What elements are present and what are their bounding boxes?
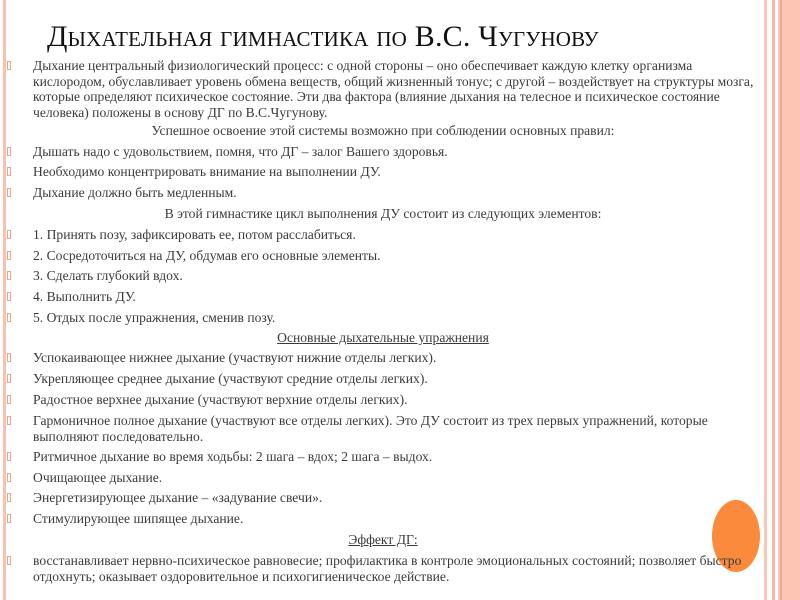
bullet-icon: [7, 271, 11, 280]
bullet-icon: [7, 188, 11, 197]
bullet-text: восстанавливает нервно-психическое равновесие; профилактика в контроле эмоциональных состояний; позволяет быстро отдохнуть; оказывает оздоровительное и психогигиеническое действие.: [33, 553, 742, 584]
bullet-icon: [7, 147, 11, 156]
bullet-text: Укрепляющее среднее дыхание (участвуют средние отделы легких).: [33, 371, 428, 386]
bullet-icon: [7, 353, 11, 362]
bullet-icon: [7, 251, 11, 260]
bullet-icon: [7, 473, 11, 482]
bullet-icon: [7, 452, 11, 461]
bullet-text: Необходимо концентрировать внимание на выполнении ДУ.: [33, 164, 381, 179]
bullet-icon: [7, 416, 11, 425]
bullet-text: 2. Сосредоточиться на ДУ, обдумав его основные элементы.: [33, 248, 381, 263]
bullet-text: Дыхание должно быть медленным.: [33, 185, 237, 200]
bullet-text: Гармоничное полное дыхание (участвуют все отделы легких). Это ДУ состоит из трех первых упражнений, которые выполняют последовательно.: [33, 413, 708, 444]
bullet-icon: [7, 61, 11, 70]
right-border-line: [780, 0, 782, 600]
section-heading: Эффект ДГ:: [348, 532, 418, 547]
bullet-text: Ритмичное дыхание во время ходьбы: 2 шага – вдох; 2 шага – выдох.: [33, 449, 433, 464]
slide-title: Дыхательная гимнастика по В.С. Чугунову: [47, 20, 599, 53]
section-heading: Успешное освоение этой системы возможно при соблюдении основных правил:: [151, 123, 615, 138]
bullet-text: Стимулирующее шипящее дыхание.: [33, 511, 244, 526]
bullet-text: Очищающее дыхание.: [33, 470, 163, 485]
bullet-text: 1. Принять позу, зафиксировать ее, потом расслабиться.: [33, 227, 356, 242]
bullet-text: Радостное верхнее дыхание (участвуют верхние отделы легких).: [33, 392, 408, 407]
bullet-icon: [7, 313, 11, 322]
bullet-text: 3. Сделать глубокий вдох.: [33, 268, 183, 283]
section-heading: В этой гимнастике цикл выполнения ДУ состоит из следующих элементов:: [164, 206, 602, 221]
bullet-text: 5. Отдых после упражнения, сменив позу.: [33, 310, 276, 325]
right-border-line: [772, 0, 775, 600]
left-border-line: [3, 0, 6, 600]
bullet-icon: [7, 556, 11, 565]
right-border-line: [764, 0, 767, 600]
bullet-icon: [7, 395, 11, 404]
bullet-icon: [7, 167, 11, 176]
bullet-text: Успокаивающее нижнее дыхание (участвуют нижние отделы легких).: [33, 350, 437, 365]
bullet-text: Дыхание центральный физиологический процесс: с одной стороны – оно обеспечивает каждую клетку организма кислородом, обуславливает уровень обмена веществ, общий жизненный тонус; с другой – воздействует на структуры мозга, которые определяют психическое состояние. Эти два фактора (влияние дыхания на телесное и психическое состояние человека) положены в основу ДГ по В.С.Чугунову.: [33, 58, 754, 120]
bullet-text: Дышать надо с удовольствием, помня, что ДГ – залог Вашего здоровья.: [33, 144, 448, 159]
bullet-icon: [7, 493, 11, 502]
section-heading: Основные дыхательные упражнения: [277, 330, 489, 345]
bullet-text: Энергетизирующее дыхание – «задувание свечи».: [33, 490, 323, 505]
bullet-icon: [7, 514, 11, 523]
bullet-text: 4. Выполнить ДУ.: [33, 289, 136, 304]
bullet-icon: [7, 230, 11, 239]
bullet-icon: [7, 374, 11, 383]
bullet-icon: [7, 292, 11, 301]
